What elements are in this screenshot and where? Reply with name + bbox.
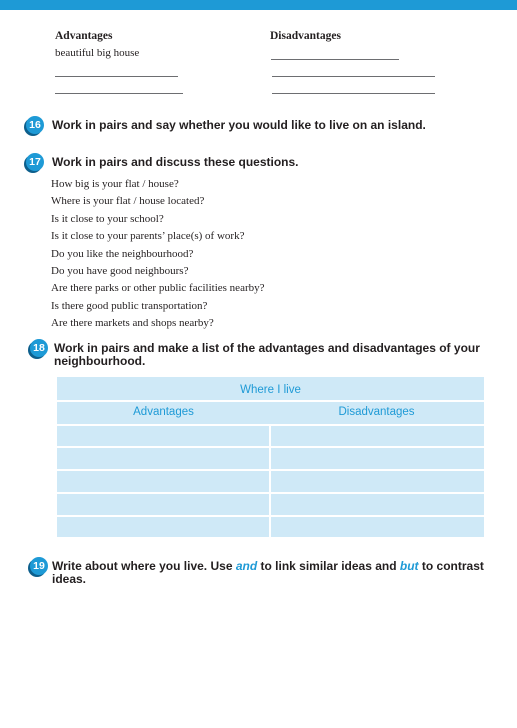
discussion-question: Is it close to your parents’ place(s) of work?: [51, 230, 245, 243]
discussion-question: Do you have good neighbours?: [51, 264, 189, 277]
example-advantage: beautiful big house: [55, 47, 140, 59]
discussion-question: Are there markets and shops nearby?: [51, 317, 214, 330]
task-17-instruction: Work in pairs and discuss these questions.: [52, 155, 299, 169]
task-19-number-badge: 19: [30, 557, 48, 575]
task-19-keyword-and: and: [235, 559, 258, 573]
task-18-instruction-line2: neighbourhood.: [54, 354, 146, 368]
task-18-number-badge: 18: [30, 339, 48, 357]
task-19-text: to contrast: [418, 559, 484, 573]
discussion-question: Is there good public transportation?: [51, 299, 208, 312]
task-19-instruction-line2: ideas.: [52, 572, 87, 586]
discussion-question: How big is your flat / house?: [51, 178, 179, 190]
task-19-instruction-line1: [52, 559, 484, 573]
discussion-question-list: [51, 176, 265, 333]
task-16-number-badge: 16: [26, 116, 44, 134]
table-column-divider: [269, 424, 271, 537]
task-19-keyword-but: but: [399, 559, 419, 573]
table-title: Where I live: [240, 384, 301, 396]
discussion-question: Do you like the neighbourhood?: [51, 247, 194, 260]
task-18-instruction-line1: Work in pairs and make a list of the advantages and disadvantages of your: [54, 341, 480, 355]
disadvantage-blank-1[interactable]: [271, 59, 399, 60]
disadvantage-blank-3[interactable]: [272, 93, 435, 94]
top-color-bar: [0, 0, 517, 10]
disadvantage-blank-2[interactable]: [272, 76, 435, 77]
task-16-instruction: Work in pairs and say whether you would like to live on an island.: [52, 118, 426, 132]
advantage-blank-2[interactable]: [55, 76, 178, 77]
discussion-question: Where is your flat / house located?: [51, 195, 205, 208]
advantage-blank-3[interactable]: [55, 93, 183, 94]
task-19-text: Write about where you live. Use: [52, 559, 236, 573]
discussion-question: Is it close to your school?: [51, 212, 164, 225]
task-19-text: to link similar ideas and: [257, 559, 400, 573]
discussion-question: Are there parks or other public facilities nearby?: [51, 282, 265, 295]
advantages-column-header: Advantages: [133, 406, 194, 418]
advantages-header: Advantages: [55, 30, 113, 42]
table-divider: [57, 400, 484, 402]
disadvantages-header: Disadvantages: [270, 30, 341, 42]
disadvantages-column-header: Disadvantages: [338, 406, 415, 418]
where-i-live-table: [57, 377, 484, 537]
task-17-number-badge: 17: [26, 153, 44, 171]
